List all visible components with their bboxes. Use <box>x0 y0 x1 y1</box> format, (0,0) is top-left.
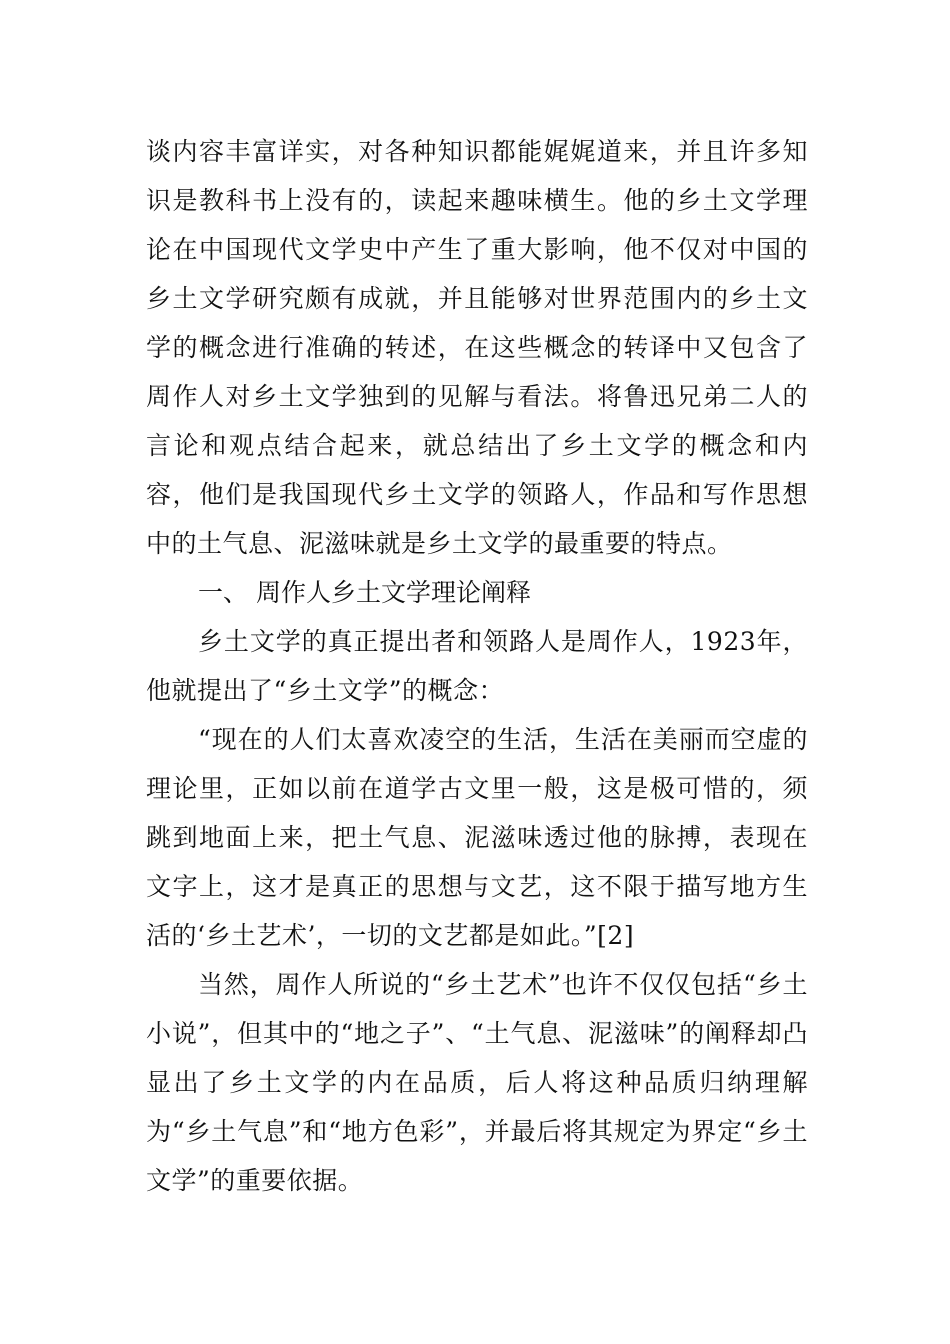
section-heading: 一、 周作人乡土文学理论阐释 <box>198 578 531 607</box>
paragraph-continuation: 谈内容丰富详实，对各种知识都能娓娓道来，并且许多知识是教科书上没有的，读起来趣味横生。他的乡土文学理论在中国现代文学史中产生了重大影响，他不仅对中国的乡土文学研究颇有成就，并且能够对世界范围内的乡土文学的概念进行准确的转述，在这些概念的转译中又包含了周作人对乡土文学独到的见解与看法。将鲁迅兄弟二人的言论和观点结合起来，就总结出了乡土文学的概念和内容，他们是我国现代乡土文学的领路人，作品和写作思想中的土气息、泥滋味就是乡土文学的最重要的特点。 <box>146 137 808 558</box>
block-quote: “现在的人们太喜欢凌空的生活，生活在美丽而空虚的理论里，正如以前在道学古文里一般，这是极可惜的，须跳到地面上来，把土气息、泥滋味透过他的脉搏，表现在文字上，这才是真正的思想与文艺，这不限于描写地方生活的‘乡土艺术’，一切的文艺都是如此。”[2] <box>146 725 808 950</box>
paragraph-intro: 乡土文学的真正提出者和领路人是周作人，1923年，他就提出了“乡土文学”的概念： <box>146 627 808 705</box>
paragraph-analysis: 当然，周作人所说的“乡土艺术”也许不仅仅包括“乡土小说”，但其中的“地之子”、“土气息、泥滋味”的阐释却凸显出了乡土文学的内在品质，后人将这种品质归纳理解为“乡土气息”和“地方色彩”，并最后将其规定为界定“乡土文学”的重要依据。 <box>146 970 808 1195</box>
body-text <box>146 127 808 1205</box>
